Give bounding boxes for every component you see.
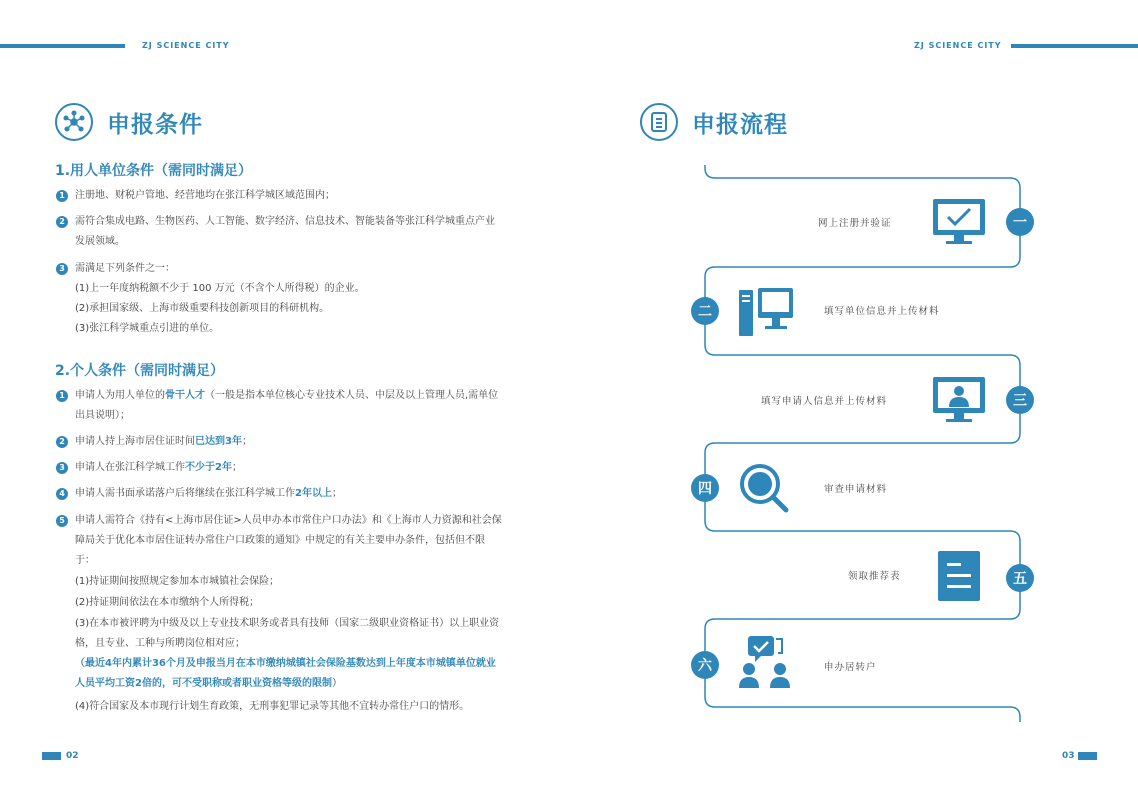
step-3-badge: 三	[1006, 386, 1034, 414]
step-6-label: 申办居转户	[824, 662, 877, 673]
section1-sub-2: (2)承担国家级、上海市级重要科技创新项目的科研机构。	[75, 303, 330, 314]
item-text: 需符合集成电路、生物医药、人工智能、数字经济、信息技术、智能装备等张江科学城重点产业发展领域。	[75, 216, 495, 247]
page-number-bar-right	[1078, 752, 1097, 760]
section1-heading: 1.用人单位条件（需同时满足）	[55, 163, 253, 179]
section2-sub-3: (3)在本市被评聘为中级及以上专业技术职务或者具有技师（国家二级职业资格证书）以上职业资格，且专业、工种与所聘岗位相对应；	[75, 618, 500, 649]
step-5-badge: 五	[1006, 564, 1034, 592]
number-badge: 5	[56, 515, 68, 527]
page-number-right: 03	[1062, 751, 1075, 761]
number-badge: 4	[56, 488, 68, 500]
monitor-check-icon	[932, 198, 986, 246]
number-badge: 3	[56, 462, 68, 474]
step-5-label: 领取推荐表	[848, 571, 901, 582]
step-2-label: 填写单位信息并上传材料	[824, 306, 940, 317]
section2-sub-4: (4)符合国家及本市现行计划生育政策，无刑事犯罪记录等其他不宜转办常住户口的情形。	[75, 701, 470, 712]
step-1-label: 网上注册并验证	[818, 218, 892, 229]
section2-sub-2: (2)持证期间依法在本市缴纳个人所得税；	[75, 597, 260, 608]
step-4-badge: 四	[691, 474, 719, 502]
step-2-badge: 二	[691, 297, 719, 325]
page-title-conditions: 申报条件	[107, 111, 203, 138]
brand-right: ZJ SCIENCE CITY	[914, 41, 1002, 50]
item-text: 申请人为用人单位的骨干人才（一般是指本单位核心专业技术人员、中层及以上管理人员,需单位出具说明）；	[75, 390, 499, 421]
number-badge: 2	[56, 436, 68, 448]
item-text: 需满足下列条件之一：	[75, 263, 175, 274]
section2-sub-3-note: （最近4年内累计36个月及申报当月在本市缴纳城镇社会保险基数达到上年度本市城镇单位就业人员平均工资2倍的，可不受职称或者职业资格等级的限制）	[75, 658, 496, 689]
page-title-process: 申报流程	[692, 111, 788, 138]
step-1-badge: 一	[1006, 208, 1034, 236]
desktop-computer-icon	[738, 287, 794, 337]
item-text: 申请人持上海市居住证时间已达到3年；	[75, 436, 252, 447]
section2-heading: 2.个人条件（需同时满足）	[55, 363, 225, 379]
step-3-label: 填写申请人信息并上传材料	[761, 396, 888, 407]
form-icon	[937, 550, 981, 602]
section2-sub-1: (1)持证期间按照规定参加本市城镇社会保险；	[75, 576, 280, 587]
number-badge: 2	[56, 216, 68, 228]
chat-people-icon	[738, 635, 794, 689]
item-text: 申请人需符合《持有<上海市居住证>人员申办本市常住户口办法》和《上海市人力资源和社会保障局关于优化本市居住证转办常住户口政策的通知》中规定的有关主要申办条件，包括但不限于：	[75, 515, 502, 566]
item-text: 注册地、财税户管地、经营地均在张江科学城区域范围内；	[75, 190, 335, 201]
item-text: 申请人需书面承诺落户后将继续在张江科学城工作2年以上；	[75, 488, 342, 499]
page-number-left: 02	[66, 751, 79, 761]
magnifier-icon	[738, 462, 790, 514]
step-4-label: 审查申请材料	[824, 484, 888, 495]
step-6-badge: 六	[691, 651, 719, 679]
section1-sub-1: (1)上一年度纳税额不少于 100 万元（不含个人所得税）的企业。	[75, 283, 365, 294]
brand-left: ZJ SCIENCE CITY	[142, 41, 230, 50]
number-badge: 1	[56, 390, 68, 402]
number-badge: 3	[56, 263, 68, 275]
section1-sub-3: (3)张江科学城重点引进的单位。	[75, 323, 220, 334]
number-badge: 1	[56, 190, 68, 202]
item-text: 申请人在张江科学城工作不少于2年；	[75, 462, 242, 473]
monitor-person-icon	[932, 376, 986, 424]
